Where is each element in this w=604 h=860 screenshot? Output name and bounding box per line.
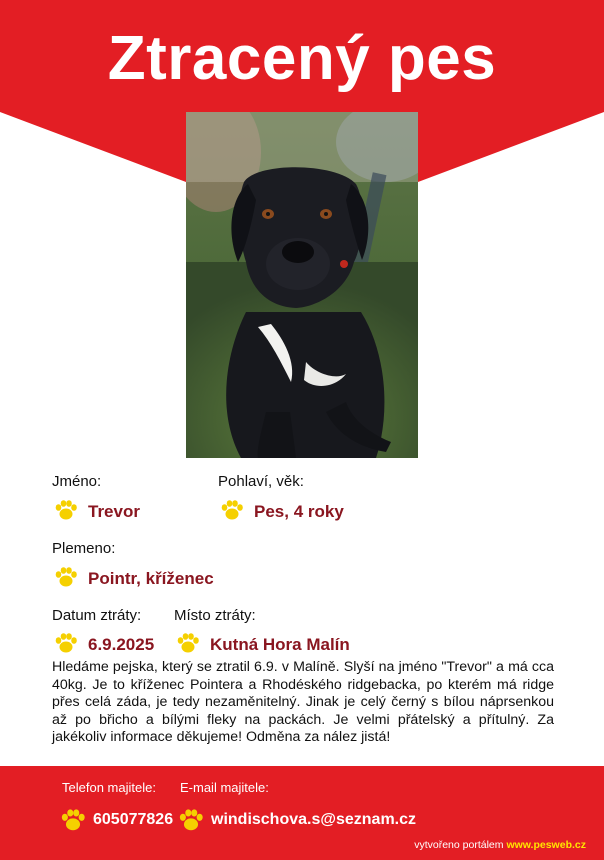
date-value: 6.9.2025 xyxy=(88,635,155,654)
place-value: Kutná Hora Malín xyxy=(210,635,350,654)
page-title: Ztracený pes xyxy=(107,24,497,93)
breed-value: Pointr, kříženec xyxy=(88,569,214,588)
paw-icon xyxy=(178,808,204,832)
name-value: Trevor xyxy=(88,502,140,521)
dog-photo xyxy=(186,112,418,458)
place-label: Místo ztráty: xyxy=(174,607,256,624)
paw-icon xyxy=(60,808,86,832)
footer xyxy=(0,766,604,860)
breed-label: Plemeno: xyxy=(52,540,116,557)
paw-icon xyxy=(54,632,78,654)
phone-label: Telefon majitele: xyxy=(62,780,156,795)
credit-line xyxy=(414,839,586,851)
date-label: Datum ztráty: xyxy=(52,607,142,624)
description-text: Hledáme pejska, který se ztratil 6.9. v Malíně. Slyší na jméno "Trevor" a má cca 40kg. Je to kříženec Pointera a Rhodéského ridgebacka, po kterém má ridge přes celá záda, je tedy nezaměnitelný. Jinak je celý černý s bílou náprsenkou až po břicho a bílými fleky na packách. Je velmi přátelský a přítulný. Za jakékoliv informace děkujeme! Odměna za nález jistá! xyxy=(52,659,554,746)
credit-text: vytvořeno portálem xyxy=(414,839,504,851)
credit-link[interactable]: www.pesweb.cz xyxy=(506,839,586,851)
email-address[interactable]: windischova.s@seznam.cz xyxy=(211,811,417,828)
paw-icon xyxy=(220,499,244,521)
paw-icon xyxy=(54,499,78,521)
phone-number[interactable]: 605077826 xyxy=(93,811,174,828)
sex-age-value: Pes, 4 roky xyxy=(254,502,344,521)
paw-icon xyxy=(176,632,200,654)
name-label: Jméno: xyxy=(52,473,102,490)
paw-icon xyxy=(54,566,78,588)
email-label: E-mail majitele: xyxy=(180,780,269,795)
sex-age-label: Pohlaví, věk: xyxy=(218,473,304,490)
